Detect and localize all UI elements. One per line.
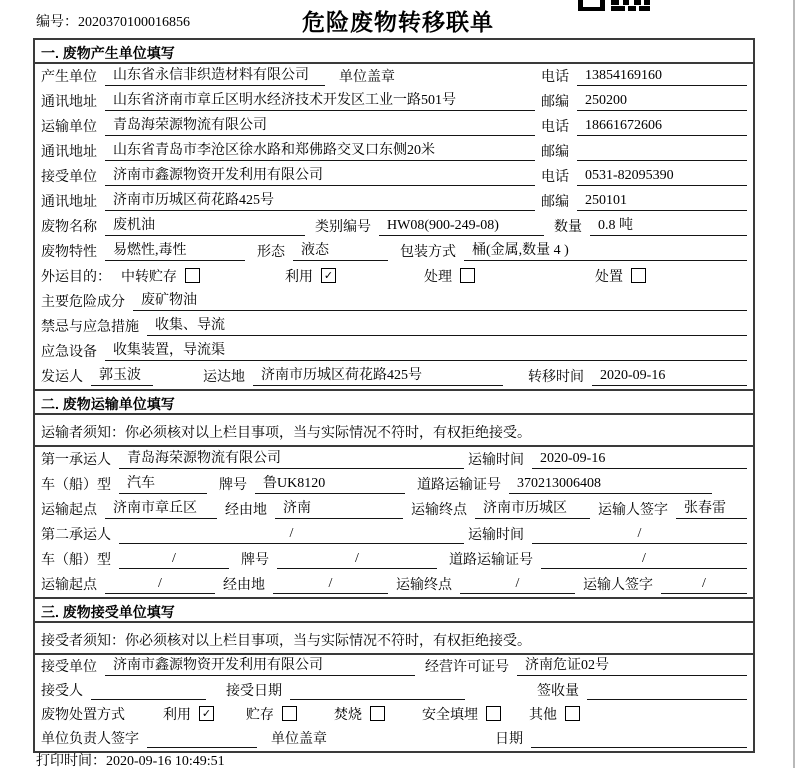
packing-value: 桶(金属,数量 4 ): [464, 239, 747, 261]
purpose-option-treat: [424, 266, 475, 286]
accept-date-value: [290, 684, 465, 700]
accept-date-label: 接受日期: [226, 684, 282, 699]
permit2-label: 道路运输证号: [449, 553, 533, 568]
option-label: 利用: [163, 708, 191, 723]
sign1-value: 张春雷: [676, 497, 747, 519]
addr3-value: 济南市历城区荷花路425号: [105, 189, 535, 211]
license-value: 济南危证02号: [517, 654, 747, 676]
purpose-option-utilize: [285, 266, 336, 286]
purpose-option-dispose: [595, 266, 646, 286]
zip1-value: 250200: [577, 93, 747, 111]
row-transporter: [35, 114, 753, 139]
end1-label: 运输终点: [411, 503, 467, 518]
ttime1-label: 运输时间: [468, 453, 524, 468]
page-right-edge: [793, 0, 795, 768]
unit-seal-label: 单位盖章: [339, 70, 395, 85]
vehicle2-label: 车（船）型: [41, 553, 111, 568]
row-signer: [35, 727, 753, 751]
vehicle1-label: 车（船）型: [41, 478, 111, 493]
producer-value: 山东省永信非织造材料有限公司: [105, 64, 325, 86]
addr2-value: 山东省青岛市李沧区徐水路和郑佛路交叉口东侧20米: [105, 139, 535, 161]
row-transporter-address: [35, 139, 753, 164]
origin1-label: 运输起点: [41, 503, 97, 518]
accept-person-value: [91, 684, 206, 700]
shipper-value: 郭玉波: [91, 364, 153, 386]
receipt-qty-label: 签收量: [537, 684, 579, 699]
dest-value: 济南市历城区荷花路425号: [253, 364, 503, 386]
form-value: 液态: [293, 239, 388, 261]
waste-name-label: 废物名称: [41, 220, 97, 235]
taboo-label: 禁忌与应急措施: [41, 320, 139, 335]
equip-label: 应急设备: [41, 345, 97, 360]
checkbox-disposal-other: [565, 706, 580, 721]
row-vehicle2: [35, 547, 753, 572]
origin2-label: 运输起点: [41, 578, 97, 593]
row-taboo-measures: [35, 314, 753, 339]
plate2-label: 牌号: [241, 553, 269, 568]
serial-label: 编号：: [36, 15, 78, 30]
carrier2-label: 第二承运人: [41, 528, 111, 543]
ttime2-value: /: [532, 526, 747, 544]
permit1-label: 道路运输证号: [417, 478, 501, 493]
date2-label: 日期: [495, 732, 523, 747]
carrier1-label: 第一承运人: [41, 453, 111, 468]
date2-value: [531, 732, 747, 748]
option-label: 安全填埋: [422, 708, 478, 723]
checkbox-transfer-storage: [185, 268, 200, 283]
sign2-value: /: [661, 576, 747, 594]
row-accept-unit: [35, 655, 753, 679]
sign2-label: 运输人签字: [583, 578, 653, 593]
vehicle2-value: /: [119, 551, 229, 569]
phone3-label: 电话: [541, 170, 569, 185]
row-carrier2: [35, 522, 753, 547]
sign1-label: 运输人签字: [598, 503, 668, 518]
checkbox-disposal-utilize: ✓: [199, 706, 214, 721]
transfer-time-label: 转移时间: [528, 370, 584, 385]
option-label: 中转贮存: [121, 270, 177, 285]
checkbox-treat: [460, 268, 475, 283]
disposal-option-utilize: [163, 704, 214, 724]
section2-heading: 二. 废物运输单位填写: [35, 389, 753, 415]
row-emergency-equipment: [35, 339, 753, 364]
waste-name-value: 废机油: [105, 214, 305, 236]
row-purpose: [35, 264, 753, 289]
option-label: 其他: [529, 708, 557, 723]
checkbox-utilize: ✓: [321, 268, 336, 283]
traits-label: 废物特性: [41, 245, 97, 260]
ttime1-value: 2020-09-16: [532, 451, 747, 469]
dest-label: 运达地: [203, 370, 245, 385]
print-time-line: [36, 750, 225, 768]
row-accept-person: [35, 679, 753, 703]
packing-label: 包装方式: [400, 245, 456, 260]
accept-unit-value: 济南市鑫源物资开发利用有限公司: [105, 654, 415, 676]
transfer-time-value: 2020-09-16: [592, 368, 747, 386]
zip3-value: 250101: [577, 193, 747, 211]
end2-value: /: [460, 576, 575, 594]
end2-label: 运输终点: [396, 578, 452, 593]
permit2-value: /: [541, 551, 747, 569]
manifest-form: [33, 38, 755, 753]
carrier2-value: /: [119, 526, 464, 544]
producer-label: 产生单位: [41, 70, 97, 85]
receiver-label: 接受单位: [41, 170, 97, 185]
signer-value: [147, 732, 257, 748]
transporter-value: 青岛海荣源物流有限公司: [105, 114, 535, 136]
option-label: 贮存: [246, 708, 274, 723]
via2-label: 经由地: [223, 578, 265, 593]
option-label: 处置: [595, 270, 623, 285]
end1-value: 济南市历城区: [475, 497, 590, 519]
addr2-label: 通讯地址: [41, 145, 97, 160]
plate1-value: 鲁UK8120: [255, 472, 405, 494]
option-label: 焚烧: [334, 708, 362, 723]
license-label: 经营许可证号: [425, 660, 509, 675]
row-route1: [35, 497, 753, 522]
option-label: 处理: [424, 270, 452, 285]
print-time-label: 打印时间：: [36, 754, 106, 768]
origin1-value: 济南市章丘区: [105, 497, 217, 519]
row-carrier1: [35, 447, 753, 472]
disposal-option-incinerate: [334, 704, 385, 724]
vehicle1-value: 汽车: [119, 472, 207, 494]
hazard-value: 废矿物油: [133, 289, 747, 311]
row-producer: [35, 64, 753, 89]
purpose-option-transfer-storage: [121, 266, 200, 286]
section1-heading: 一. 废物产生单位填写: [35, 40, 753, 64]
row-vehicle1: [35, 472, 753, 497]
shipper-label: 发运人: [41, 370, 83, 385]
equip-value: 收集装置，导流渠: [105, 339, 747, 361]
checkbox-disposal-landfill: [486, 706, 501, 721]
accept-unit-label: 接受单位: [41, 660, 97, 675]
row-hazard-component: [35, 289, 753, 314]
phone2-value: 18661672606: [577, 118, 747, 136]
checkbox-disposal-store: [282, 706, 297, 721]
category-label: 类别编号: [315, 220, 371, 235]
addr1-value: 山东省济南市章丘区明水经济技术开发区工业一路501号: [105, 89, 535, 111]
signer-label: 单位负责人签字: [41, 732, 139, 747]
receipt-qty-value: [587, 684, 747, 700]
print-time-value: 2020-09-16 10:49:51: [106, 754, 225, 768]
purpose-label: 外运目的：: [41, 270, 111, 285]
carrier1-value: 青岛海荣源物流有限公司: [119, 447, 464, 469]
quantity-value: 0.8 吨: [590, 214, 747, 236]
receiver-notice: 接受者须知：你必须核对以上栏目事项，当与实际情况不符时，有权拒绝接受。: [35, 623, 753, 655]
zip1-label: 邮编: [541, 95, 569, 110]
addr1-label: 通讯地址: [41, 95, 97, 110]
row-disposal-method: [35, 703, 753, 727]
via1-label: 经由地: [225, 503, 267, 518]
origin2-value: /: [105, 576, 215, 594]
ttime2-label: 运输时间: [468, 528, 524, 543]
receiver-value: 济南市鑫源物资开发利用有限公司: [105, 164, 535, 186]
transporter-notice: 运输者须知：你必须核对以上栏目事项，当与实际情况不符时，有权拒绝接受。: [35, 415, 753, 447]
traits-value: 易燃性,毒性: [105, 239, 245, 261]
row-producer-address: [35, 89, 753, 114]
plate1-label: 牌号: [219, 478, 247, 493]
row-route2: [35, 572, 753, 597]
unit-seal2-label: 单位盖章: [271, 732, 327, 747]
section3-heading: 三. 废物接受单位填写: [35, 597, 753, 623]
zip3-label: 邮编: [541, 195, 569, 210]
addr3-label: 通讯地址: [41, 195, 97, 210]
row-receiver-address: [35, 189, 753, 214]
taboo-value: 收集、导流: [147, 314, 747, 336]
phone1-value: 13854169160: [577, 68, 747, 86]
checkbox-dispose: [631, 268, 646, 283]
permit1-value: 370213006408: [509, 476, 712, 494]
form-label: 形态: [257, 245, 285, 260]
disposal-option-other: [529, 704, 580, 724]
phone3-value: 0531-82095390: [577, 168, 747, 186]
via1-value: 济南: [275, 497, 403, 519]
row-receiver: [35, 164, 753, 189]
disposal-label: 废物处置方式: [41, 708, 125, 723]
qr-code-fragment: [578, 0, 650, 11]
row-shipper: [35, 364, 753, 389]
zip2-label: 邮编: [541, 145, 569, 160]
serial-number: 2020370100016856: [78, 15, 190, 30]
phone2-label: 电话: [541, 120, 569, 135]
accept-person-label: 接受人: [41, 684, 83, 699]
via2-value: /: [273, 576, 388, 594]
quantity-label: 数量: [554, 220, 582, 235]
page-title: 危险废物转移联单: [302, 9, 494, 35]
row-waste-name: [35, 214, 753, 239]
transporter-label: 运输单位: [41, 120, 97, 135]
checkbox-disposal-incinerate: [370, 706, 385, 721]
category-value: HW08(900-249-08): [379, 218, 544, 236]
plate2-value: /: [277, 551, 437, 569]
phone1-label: 电话: [541, 70, 569, 85]
disposal-option-landfill: [422, 704, 501, 724]
disposal-option-store: [246, 704, 297, 724]
row-waste-traits: [35, 239, 753, 264]
hazard-label: 主要危险成分: [41, 295, 125, 310]
zip2-value: [577, 145, 747, 161]
option-label: 利用: [285, 270, 313, 285]
